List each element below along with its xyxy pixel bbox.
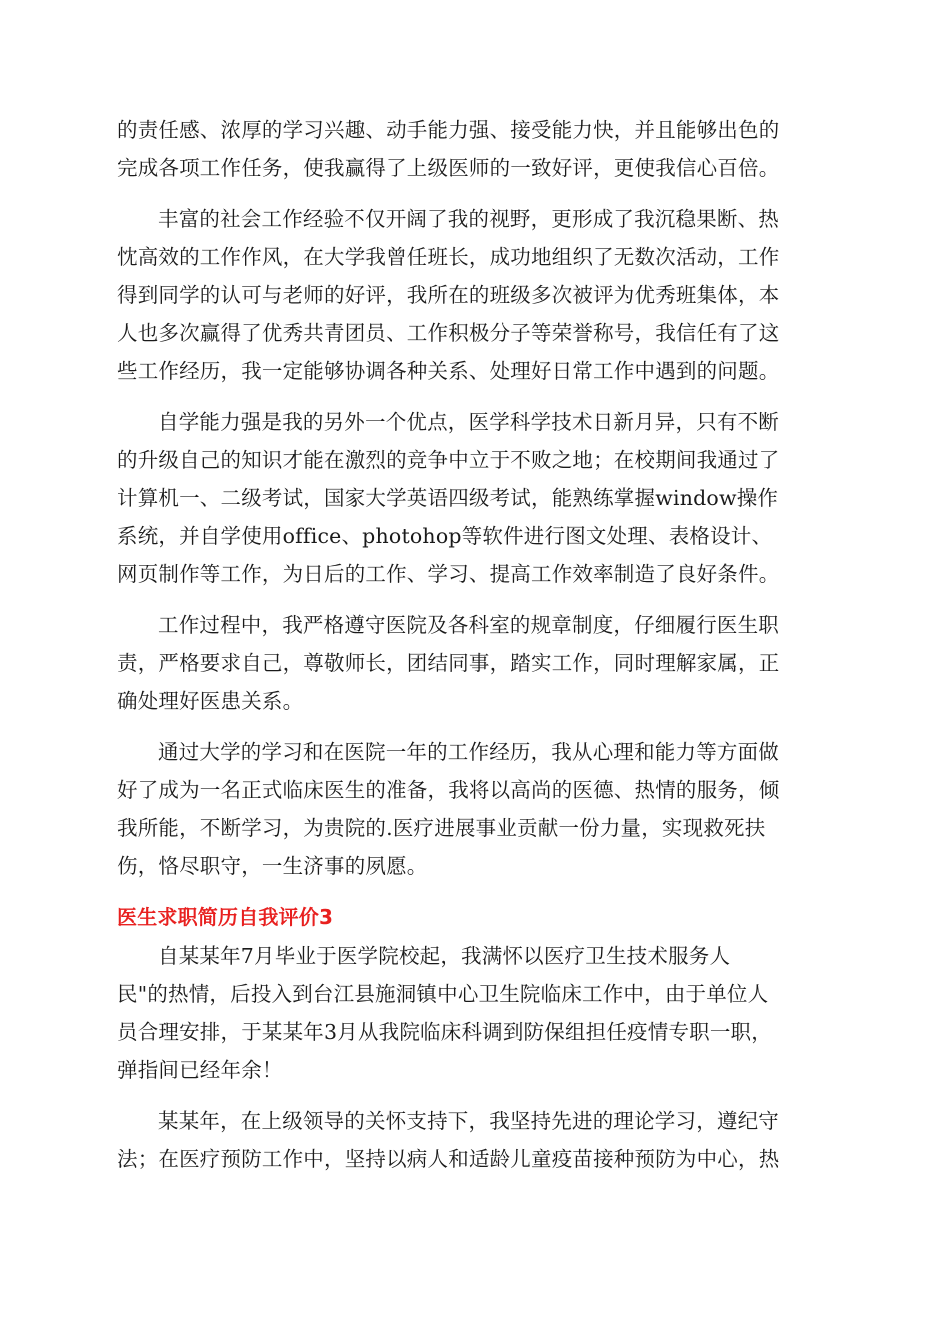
- text-line: 系统，并自学使用office、photohop等软件进行图文处理、表格设计、: [117, 524, 773, 548]
- paragraph-3: [117, 403, 833, 593]
- text-line: 通过大学的学习和在医院一年的工作经历，我从心理和能力等方面做: [158, 740, 779, 764]
- paragraph-4: [117, 606, 833, 720]
- text-line: 得到同学的认可与老师的好评，我所在的班级多次被评为优秀班集体，本: [117, 283, 780, 307]
- text-line: 的责任感、浓厚的学习兴趣、动手能力强、接受能力快，并且能够出色的: [117, 118, 780, 142]
- paragraph-7: [117, 1102, 833, 1178]
- text-line: 网页制作等工作，为日后的工作、学习、提高工作效率制造了良好条件。: [117, 562, 780, 586]
- text-line: 伤，恪尽职守，一生济事的夙愿。: [117, 854, 428, 878]
- paragraph-6: [117, 937, 833, 1089]
- text-line: 自某某年7月毕业于医学院校起，我满怀以医疗卫生技术服务人: [158, 944, 731, 968]
- text-line: 好了成为一名正式临床医生的准备，我将以高尚的医德、热情的服务，倾: [117, 778, 780, 802]
- text-line: 确处理好医患关系。: [117, 689, 304, 713]
- text-line: 员合理安排，于某某年3月从我院临床科调到防保组担任疫情专职一职，: [117, 1020, 772, 1044]
- paragraph-5: [117, 733, 833, 885]
- text-line: 丰富的社会工作经验不仅开阔了我的视野，更形成了我沉稳果断、热: [158, 207, 779, 231]
- text-line: 的升级自己的知识才能在激烈的竞争中立于不败之地；在校期间我通过了: [117, 448, 780, 472]
- text-line: 弹指间已经年余！: [117, 1058, 283, 1082]
- document-body: [117, 111, 833, 1191]
- text-line: 我所能，不断学习，为贵院的.医疗进展事业贡献一份力量，实现救死扶: [117, 816, 766, 840]
- text-line: 法；在医疗预防工作中，坚持以病人和适龄儿童疫苗接种预防为中心，热: [117, 1147, 780, 1171]
- text-line: 完成各项工作任务，使我赢得了上级医师的一致好评，更使我信心百倍。: [117, 156, 780, 180]
- text-line: 民"的热情，后投入到台江县施洞镇中心卫生院临床工作中，由于单位人: [117, 982, 769, 1006]
- text-line: 责，严格要求自己，尊敬师长，团结同事，踏实工作，同时理解家属，正: [117, 651, 780, 675]
- text-line: 工作过程中，我严格遵守医院及各科室的规章制度，仔细履行医生职: [158, 613, 779, 637]
- section-heading: 医生求职简历自我评价3: [117, 905, 334, 929]
- text-line: 些工作经历，我一定能够协调各种关系、处理好日常工作中遇到的问题。: [117, 359, 780, 383]
- text-line: 忱高效的工作作风，在大学我曾任班长，成功地组织了无数次活动，工作: [117, 245, 780, 269]
- paragraph-1: [117, 111, 833, 187]
- text-line: 自学能力强是我的另外一个优点，医学科学技术日新月异，只有不断: [158, 410, 779, 434]
- text-line: 某某年，在上级领导的关怀支持下，我坚持先进的理论学习，遵纪守: [158, 1109, 779, 1133]
- text-line: 计算机一、二级考试，国家大学英语四级考试，能熟练掌握window操作: [117, 486, 779, 510]
- text-line: 人也多次赢得了优秀共青团员、工作积极分子等荣誉称号，我信任有了这: [117, 321, 780, 345]
- paragraph-2: [117, 200, 833, 390]
